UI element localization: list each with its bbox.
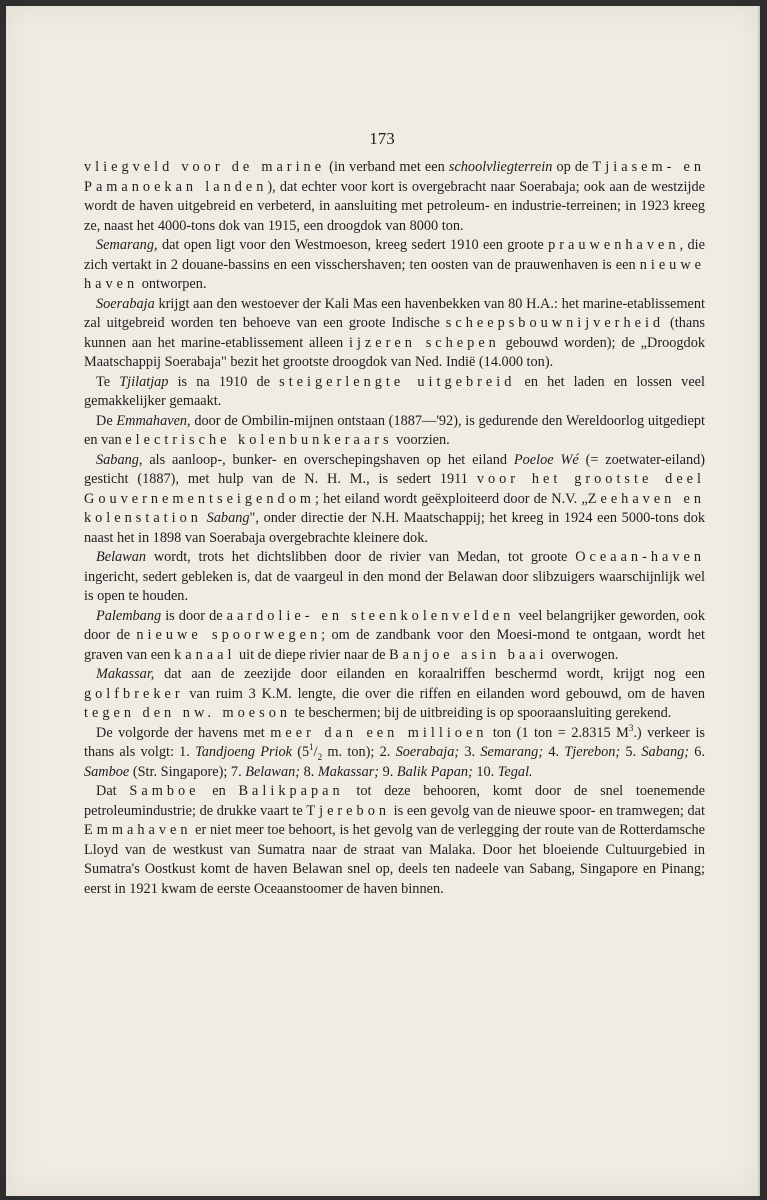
text-run: Te	[96, 373, 120, 390]
paragraph	[84, 607, 705, 666]
text-run: m. ton); 2.	[322, 744, 396, 760]
text-run: door de Ombilin-mijnen ontstaan (1887—'92), is gedurende den Wereldoorlog uitgediept en van	[84, 412, 705, 448]
paragraph	[84, 412, 705, 451]
text-run: is door de	[161, 607, 227, 624]
paragraph	[84, 295, 705, 373]
paragraph	[84, 373, 705, 412]
spaced-emphasis: Oceaan-haven	[575, 549, 705, 565]
text-run: voorzien.	[392, 432, 450, 448]
spaced-emphasis: Banjoe asin baai	[389, 646, 548, 663]
italic-term: Palembang	[96, 607, 162, 624]
text-run: ton (1 ton = 2.8315 M	[487, 724, 629, 741]
text-run: er niet meer toe behoort, is het gevolg van de verlegging der route van de Rotterdamsche Lloyd van de westkust van Sumatra naar de straat van Malaka. Door het bloeiende Cultuurgebied in Sumatra's Oostkust komt de haven Belawan snel op, deels ten nadeele van Sabang, Singapore en Pinang; eerst in 1921 kwam de eerste Oceaanstoomer de haven binnen.	[84, 822, 705, 897]
paragraph	[84, 451, 705, 549]
spaced-emphasis: electrische kolenbunkeraars	[125, 432, 393, 448]
spaced-emphasis: Emmahaven	[84, 822, 192, 838]
paragraph	[84, 236, 705, 295]
text-run: 5.	[620, 744, 642, 760]
spaced-emphasis: nieuwe spoorwegen	[136, 627, 322, 643]
italic-term: Makassar;	[317, 763, 380, 780]
text-run: op de	[552, 159, 593, 175]
spaced-emphasis: scheepsbouwnijverheid	[445, 315, 665, 331]
spaced-emphasis: ijzeren schepen	[348, 334, 500, 351]
paragraph	[84, 548, 705, 607]
text-run: ), dat echter voor kort is overgebracht naar Soerabaja; ook aan de westzijde wordt de haven uitgebreid en verbeterd, in aansluiting met petroleum- en industrie-terreinen; in 1923 kreeg ze, naast het 4000-tons dok van 1915, een droogdok van 8000 ton.	[84, 178, 705, 234]
italic-term: Tandjoeng Priok	[195, 744, 292, 760]
paragraph	[84, 724, 705, 783]
italic-term: Tegal.	[497, 763, 533, 780]
spaced-emphasis: golfbreker	[84, 685, 184, 702]
text-run: wordt, trots het dichtslibben door de rivier van Medan, tot groote	[146, 549, 576, 565]
text-run: ingericht, sedert gebleken is, dat de vaargeul in den mond der Belawan door slibzuigers waarschijnlijk wel is open te houden.	[84, 568, 705, 604]
spaced-emphasis: voor het grootste deel Gouvernementseigendom	[84, 471, 706, 507]
italic-term: Belawan;	[245, 763, 301, 780]
italic-term: Tjerebon;	[564, 744, 621, 760]
spaced-emphasis: Tjerebon	[306, 802, 390, 819]
text-run: /	[313, 744, 318, 760]
spaced-emphasis: Balikpapan	[238, 783, 344, 799]
text-run: .) verkeer is thans als volgt: 1.	[84, 724, 705, 760]
text-run: (Str. Singapore); 7.	[129, 763, 246, 780]
italic-term: Sabang;	[641, 744, 690, 760]
text-run: gebouwd worden); de „Droogdok Maatschappij Soerabaja" bezit het grootste droogdok van Ned. Indië (14.000 ton).	[84, 334, 706, 370]
italic-term: Sabang,	[96, 451, 143, 468]
text-run: ; om de zandbank voor den Moesi-mond te ontgaan, wordt het graven van een	[84, 627, 705, 663]
italic-term: Tjilatjap	[119, 373, 169, 390]
text-run: te beschermen; bij de uitbreiding is op spooraansluiting gerekend.	[291, 705, 672, 721]
text-run: krijgt aan den westoever der Kali Mas een havenbekken van 80 H.A.: het marine-etablissement zal uitgebreid worden ten behoeve van een groote Indische	[84, 295, 705, 331]
text-run: (= zoetwater-eiland) gesticht (1887), met hulp van de N. H. M., is sedert 1911	[84, 451, 705, 487]
text-run: 8.	[300, 763, 318, 780]
italic-term: Soerabaja;	[395, 744, 460, 760]
italic-term: Semarang;	[480, 744, 544, 760]
spaced-emphasis: vliegveld voor de marine	[84, 159, 326, 175]
paragraph	[84, 665, 705, 724]
text-run: is na 1910 de	[168, 373, 280, 390]
book-page	[6, 6, 760, 1196]
text-run: overwogen.	[547, 646, 619, 663]
italic-term: Poeloe Wé	[513, 451, 579, 468]
spaced-emphasis: aardolie- en steenkolenvelden	[226, 607, 515, 624]
text-run: 6.	[689, 744, 706, 760]
italic-term: schoolvliegterrein	[448, 159, 553, 175]
text-run: 2	[317, 751, 323, 762]
text-run: tot deze behooren, komt door de snel toenemende petroleumindustrie; de drukke vaart te	[84, 783, 705, 819]
text-run: ", onder directie der N.H. Maatschappij; het kreeg in 1924 een 5000-tons dok naast het in 1898 van Soerabaja overgebrachte kleinere dok.	[84, 510, 705, 546]
text-run: ontworpen.	[138, 276, 207, 292]
text-run: 1	[309, 742, 314, 753]
text-run: 3	[628, 722, 634, 733]
text-run: De volgorde der havens met	[96, 724, 271, 741]
italic-term: Semarang,	[96, 237, 158, 253]
italic-term: Emmahaven,	[116, 412, 191, 429]
text-run: veel belangrijker geworden, ook door de	[84, 607, 705, 643]
italic-term: Samboe	[84, 763, 130, 780]
paragraph	[84, 782, 705, 899]
text-run: (in verband met een	[325, 159, 449, 175]
text-run: en	[199, 783, 239, 799]
text-run: 3.	[459, 744, 481, 760]
text-run: , die zich vertakt in 2 douane-bassins en een visschershaven; ten oosten van de prauwenhaven is een	[84, 237, 705, 273]
text-run: dat aan de zeezijde door eilanden en koraalriffen beschermd wordt, krijgt nog een	[154, 666, 705, 682]
text-run: 9.	[379, 763, 397, 780]
text-run: dat open ligt voor den Westmoeson, kreeg sedert 1910 een groote	[157, 237, 549, 253]
text-run: ; het eiland wordt geëxploiteerd door de N.V. „	[314, 490, 588, 507]
italic-term: Belawan	[96, 549, 147, 565]
italic-term: Balik Papan;	[396, 763, 473, 780]
italic-term: Sabang	[206, 510, 250, 526]
spaced-emphasis: nieuwe haven	[84, 256, 705, 292]
spaced-emphasis: tegen den nw. moeson	[84, 705, 291, 721]
text-run: Dat	[96, 783, 130, 799]
text-run: van ruim 3 K.M. lengte, die over die riffen en eilanden word gebouwd, om de haven	[183, 685, 705, 702]
spaced-emphasis: Tjiasem- en Pamanoekan landen	[84, 159, 706, 195]
text-run: uit de diepe rivier naar de	[235, 646, 390, 663]
body-text	[84, 158, 705, 899]
spaced-emphasis: Zeehaven en kolenstation	[84, 490, 705, 526]
spaced-emphasis: meer dan een millioen	[270, 724, 488, 741]
italic-term: Makassar,	[96, 666, 155, 682]
text-run: en het laden en lossen veel gemakkelijker gemaakt.	[84, 373, 705, 409]
text-run: als aanloop-, bunker- en overschepingshaven op het eiland	[142, 451, 514, 468]
text-run: (5	[292, 744, 310, 760]
text-run: is een gevolg van de nieuwe spoor- en tramwegen; dat	[390, 802, 705, 819]
page-number: 173	[369, 129, 395, 148]
spaced-emphasis: kanaal	[174, 646, 236, 663]
text-run: (thans kunnen aan het marine-etablissement alleen	[84, 315, 705, 351]
text-run: De	[96, 412, 117, 429]
spaced-emphasis: prauwenhaven	[548, 237, 680, 253]
text-run: 4.	[543, 744, 565, 760]
spaced-emphasis: Samboe	[129, 783, 200, 799]
italic-term: Soerabaja	[96, 295, 155, 312]
text-run: 10.	[472, 763, 498, 780]
spaced-emphasis: steigerlengte uitgebreid	[279, 373, 516, 390]
paragraph	[84, 158, 705, 236]
